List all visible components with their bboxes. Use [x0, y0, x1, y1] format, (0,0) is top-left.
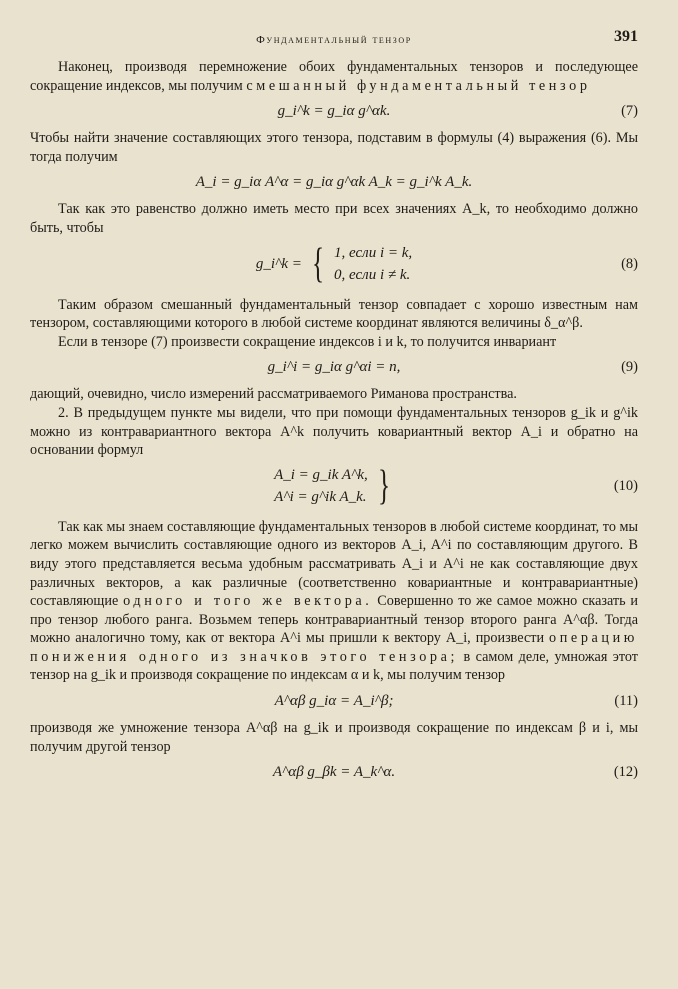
spaced-term: смешанный фундаментальный тензор — [246, 77, 591, 94]
paragraph: Если в тензоре (7) произвести сокращение индексов i и k, то получится инвариант — [58, 333, 557, 350]
equation-number: (10) — [613, 477, 638, 494]
paragraph: Так как мы знаем составляющие фундаментальных тензоров в любой системе координат, то мы легко можем вычислить составляющие одного из векторов A_i, A^i по составляющим другого. В виду этого представляется весьма удобным рассматривать A_i и A^i не как составляющие двух различных векторов, а как различные (соответственно ковариантные и контравариантные) составляющие одного и того же вектора. Совершенно то же самое можно сказать и про тензор любого ранга. Возьмем теперь контравариантный тензор второго ранга A^αβ. Тогда можно аналогично тому, как от вектора A^i мы пришли к вектору A_i, произвести операцию понижения одного из значков этого тензора; в самом деле, умножая этот тензор на g_ik и производя сокращение по индексам α и k, мы получим тензор — [30, 518, 639, 684]
spaced-term: одного и того же вектора. — [123, 593, 373, 610]
left-brace-icon: { — [311, 240, 325, 287]
formula: g_i^i = g_iα g^αi = n, — [267, 359, 401, 376]
paragraph: дающий, очевидно, число измерений рассматриваемого Риманова пространства. — [30, 386, 517, 403]
spaced-term: операцию понижения одного из значков этого тензора; — [30, 630, 638, 665]
case-row: 0, если i ≠ k. — [334, 266, 411, 283]
running-title: Фундаментальный тензор — [256, 34, 412, 46]
paragraph: 2. В предыдущем пункте мы видели, что при помощи фундаментальных тензоров g_ik и g^ik можно из контравариантного вектора A^k получить ковариантный вектор A_i и обратно на основании формул — [30, 404, 638, 459]
case-row: 1, если i = k, — [334, 244, 413, 261]
equation-10 — [30, 464, 638, 512]
paragraph: производя же умножение тензора A^αβ на g_ik и производя сокращение по индексам β и i, мы получим другой тензор — [30, 720, 638, 755]
formula-row: A_i = g_ik A^k, — [274, 466, 368, 483]
equation-8 — [30, 242, 638, 290]
equation-number: (9) — [621, 359, 638, 376]
paragraph: Таким образом смешанный фундаментальный тензор совпадает с хорошо известным нам тензором, составляющими которого в любой системе координат являются величины δ_α^β. — [30, 296, 638, 332]
formula: A^αβ g_βk = A_k^α. — [272, 764, 396, 781]
formula-lhs: g_i^k = — [255, 255, 302, 272]
equation-11 — [30, 689, 638, 713]
page-number: 391 — [614, 28, 638, 45]
equation-number: (7) — [621, 103, 638, 120]
paragraph: Так как это равенство должно иметь место при всех значениях A_k, то необходимо должно быть, чтобы — [30, 201, 638, 236]
running-header — [30, 28, 638, 58]
formula: A^αβ g_iα = A_i^β; — [274, 693, 394, 710]
paragraph: Наконец, производя перемножение обоих фундаментальных тензоров и последующее сокращение индексов, мы получим смешанный фундаментальный тензор — [30, 59, 638, 94]
equation-9 — [30, 355, 638, 379]
formula: A_i = g_iα A^α = g_iα g^αk A_k = g_i^k A_k. — [195, 174, 473, 191]
equation-number: (11) — [614, 693, 638, 710]
equation-12 — [30, 760, 638, 784]
equation-7 — [30, 99, 638, 123]
right-brace-icon: } — [377, 462, 390, 509]
formula: g_i^k = g_iα g^αk. — [277, 103, 391, 120]
equation-unnumbered — [30, 170, 638, 194]
paragraph: Чтобы найти значение составляющих этого тензора, подставим в формулы (4) выражения (6). Мы тогда получим — [30, 130, 638, 165]
formula-row: A^i = g^ik A_k. — [274, 488, 367, 505]
equation-number: (8) — [621, 255, 638, 272]
equation-number: (12) — [613, 764, 638, 781]
